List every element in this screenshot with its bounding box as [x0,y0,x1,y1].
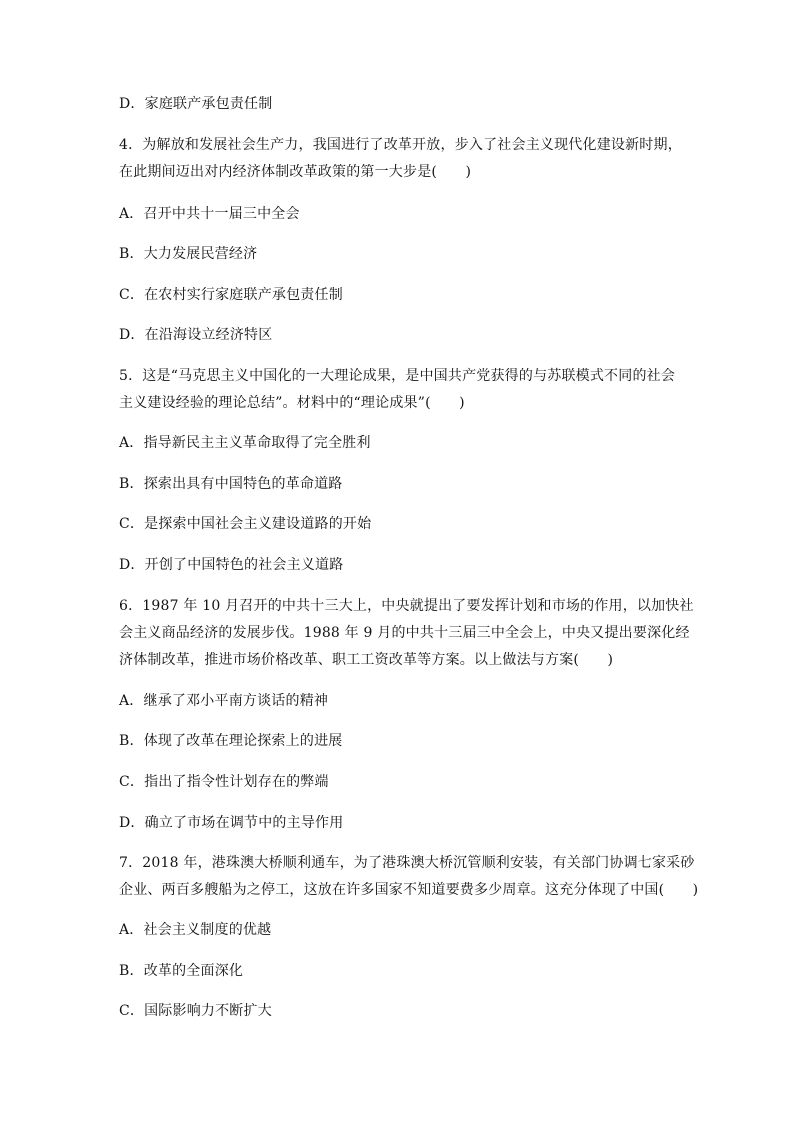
option-6d: D．确立了市场在调节中的主导作用 [119,815,344,831]
question-6-stem-line-1: 6．1987 年 10 月召开的中共十三大上，中央就提出了要发挥计划和市场的作用，以加快社 [119,598,694,614]
option-7c: C．国际影响力不断扩大 [119,1003,272,1019]
question-4-stem-line-2: 在此期间迈出对内经济体制改革政策的第一大步是( ) [119,164,472,180]
question-4-stem-line-1: 4．为解放和发展社会生产力，我国进行了改革开放，步入了社会主义现代化建设新时期， [119,137,682,153]
option-7b: B．改革的全面深化 [119,963,244,979]
option-5a: A．指导新民主主义革命取得了完全胜利 [119,435,371,451]
question-6-stem-line-3: 济体制改革，推进市场价格改革、职工工资改革等方案。以上做法与方案( ) [119,652,614,668]
option-6a: A．继承了邓小平南方谈话的精神 [119,693,329,709]
option-5c: C．是探索中国社会主义建设道路的开始 [119,516,372,532]
option-4c: C．在农村实行家庭联产承包责任制 [119,287,343,303]
option-4a: A．召开中共十一届三中全会 [119,206,300,222]
question-7-stem-line-1: 7．2018 年，港珠澳大桥顺利通车，为了港珠澳大桥沉管顺利安装，有关部门协调七家采砂 [119,855,695,871]
option-4d: D．在沿海设立经济特区 [119,327,273,343]
question-5-stem-line-1: 5．这是“马克思主义中国化的一大理论成果，是中国共产党获得的与苏联模式不同的社会 [119,368,676,384]
option-3d: D．家庭联产承包责任制 [119,96,273,112]
option-7a: A．社会主义制度的优越 [119,922,272,938]
question-5-stem-line-2: 主义建设经验的理论总结”。材料中的“理论成果”( ) [119,395,465,411]
question-6-stem-line-2: 会主义商品经济的发展步伐。1988 年 9 月的中共十三届三中全会上，中央又提出要深化经 [119,625,690,641]
question-7-stem-line-2: 企业、两百多艘船为之停工，这放在许多国家不知道要费多少周章。这充分体现了中国( ) [119,882,699,898]
option-4b: B．大力发展民营经济 [119,246,258,262]
option-5d: D．开创了中国特色的社会主义道路 [119,557,344,573]
option-5b: B．探索出具有中国特色的革命道路 [119,476,343,492]
option-6c: C．指出了指令性计划存在的弊端 [119,774,329,790]
option-6b: B．体现了改革在理论探索上的进展 [119,733,343,749]
